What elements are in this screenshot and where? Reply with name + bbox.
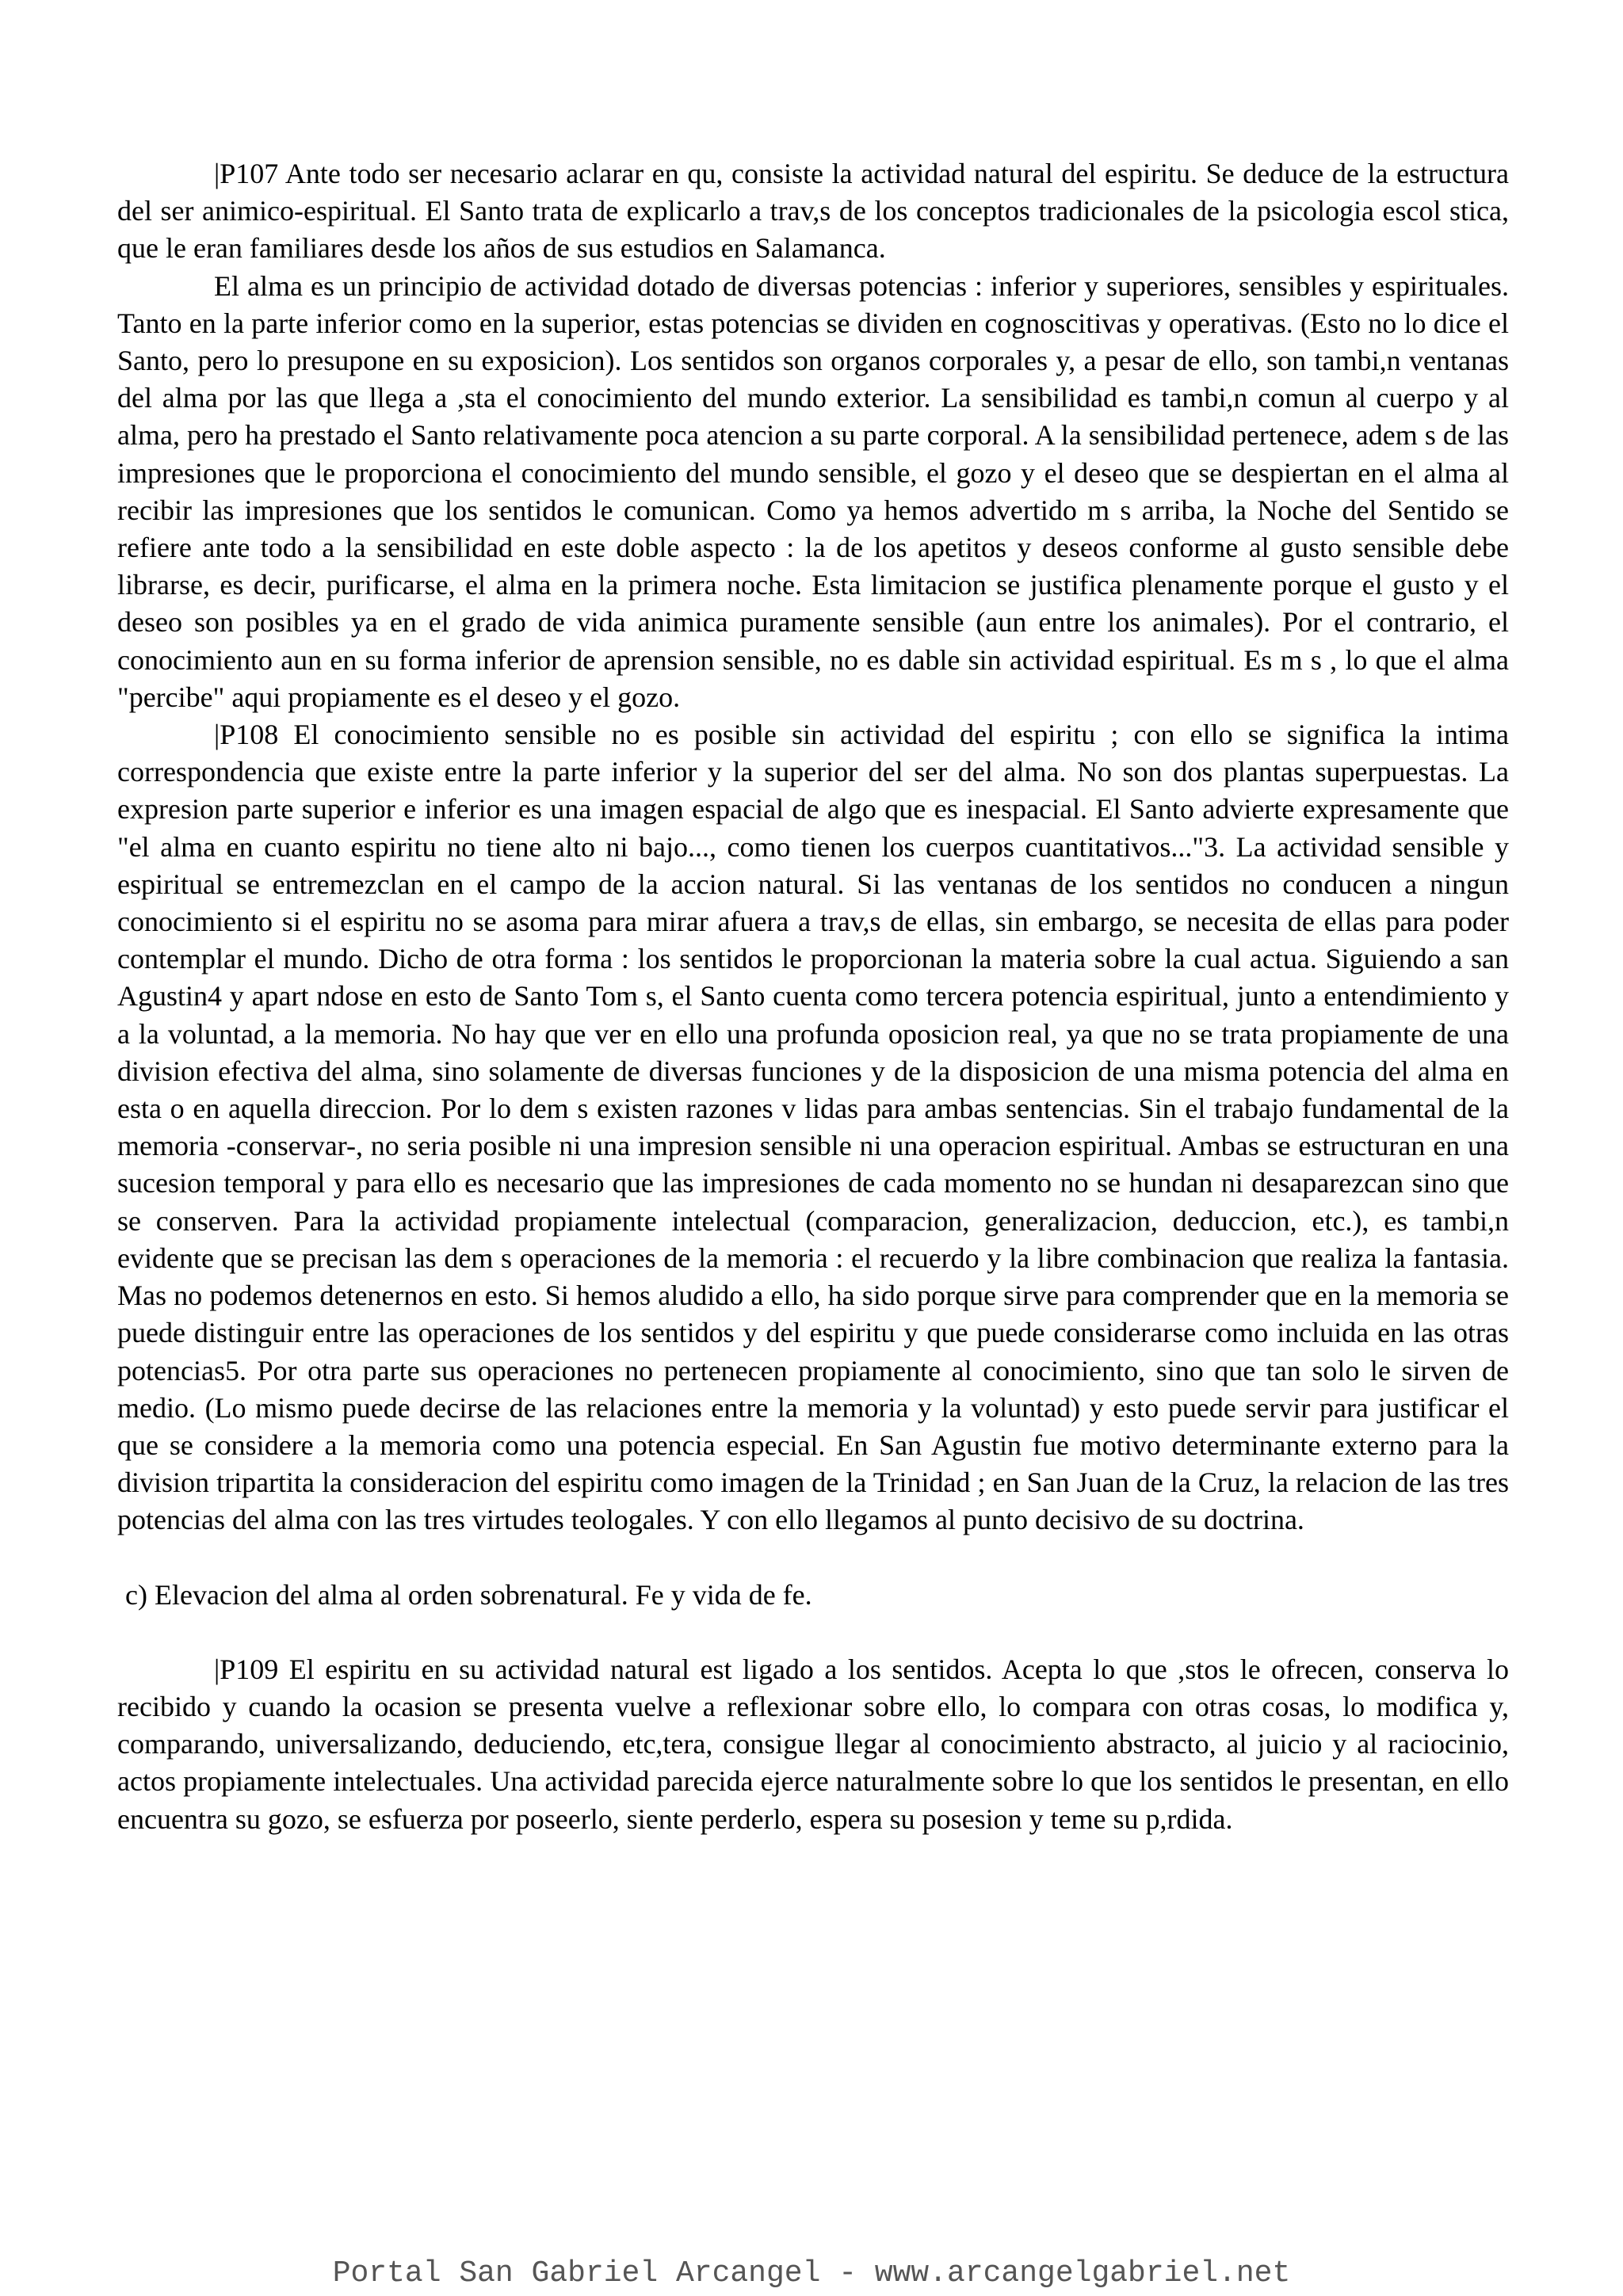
paragraph-alma-potencias: El alma es un principio de actividad dotado de diversas potencias : inferior y superiores, sensibles y espirituales. Tanto en la parte inferior como en la superior, estas potencias se dividen en cognoscitivas y operativas. (Esto no lo dice el Santo, pero lo presupone en su exposicion). Los sentidos son organos corporales y, a pesar de ello, son tambi,n ventanas del alma por las que llega a ,sta el conocimiento del mundo exterior. La sensibilidad es tambi,n comun al cuerpo y al alma, pero ha prestado el Santo relativamente poca atencion a su parte corporal. A la sensibilidad pertenece, adem s de las impresiones que le proporciona el conocimiento del mundo sensible, el gozo y el deseo que se despiertan en el alma al recibir las impresiones que los sentidos le comunican. Como ya hemos advertido m s arriba, la Noche del Sentido se refiere ante todo a la sensibilidad en este doble aspecto : la de los apetitos y deseos conforme al gusto sensible debe librarse, es decir, purificarse, el alma en la primera noche. Esta limitacion se justifica plenamente porque el gusto y el deseo son posibles ya en el grado de vida animica puramente sensible (aun entre los animales). Por el contrario, el conocimiento aun en su forma inferior de aprension sensible, no es dable sin actividad espiritual. Es m s , lo que el alma "percibe" aqui propiamente es el deseo y el gozo. xyxy=(117,269,1509,713)
section-heading: c) Elevacion del alma al orden sobrenatural. Fe y vida de fe. xyxy=(125,1578,812,1611)
paragraph-p108: |P108 El conocimiento sensible no es posible sin actividad del espiritu ; con ello se significa la intima correspondencia que existe entre la parte inferior y la superior del ser del alma. No son dos plantas superpuestas. La expresion parte superior e inferior es una imagen espacial de algo que es inespacial. El Santo advierte expresamente que "el alma en cuanto espiritu no tiene alto ni bajo..., como tienen los cuerpos cuantitativos..."3. La actividad sensible y espiritual se entremezclan en el campo de la accion natural. Si las ventanas de los sentidos no conducen a ningun conocimiento si el espiritu no se asoma para mirar afuera a trav,s de ellas, sin embargo, se necesita de ellas para poder contemplar el mundo. Dicho de otra forma : los sentidos le proporcionan la materia sobre la cual actua. Siguiendo a san Agustin4 y apart ndose en esto de Santo Tom s, el Santo cuenta como tercera potencia espiritual, junto a entendimiento y a la voluntad, a la memoria. No hay que ver en ello una profunda oposicion real, ya que no se trata propiamente de una division efectiva del alma, sino solamente de diversas funciones y de la disposicion de una misma potencia del alma en esta o en aquella direccion. Por lo dem s existen razones v lidas para ambas sentencias. Sin el trabajo fundamental de la memoria -conservar-, no seria posible ni una impresion sensible ni una operacion espiritual. Ambas se estructuran en una sucesion temporal y para ello es necesario que las impresiones de cada momento no se hundan ni desaparezcan sino que se conserven. Para la actividad propiamente intelectual (comparacion, generalizacion, deduccion, etc.), es tambi,n evidente que se precisan las dem s operaciones de la memoria : el recuerdo y la libre combinacion que realiza la fantasia. Mas no podemos detenernos en esto. Si hemos aludido a ello, ha sido porque sirve para comprender que en la memoria se puede distinguir entre las operaciones de los sentidos y del espiritu y que puede considerarse como incluida en las otras potencias5. Por otra parte sus operaciones no pertenecen propiamente al conocimiento, sino que tan solo le sirven de medio. (Lo mismo puede decirse de las relaciones entre la memoria y la voluntad) y esto puede servir para justificar el que se considere a la memoria como una potencia especial. En San Agustin fue motivo determinante externo para la division tripartita la consideracion del espiritu como imagen de la Trinidad ; en San Juan de la Cruz, la relacion de las tres potencias del alma con las tres virtudes teologales. Y con ello llegamos al punto decisivo de su doctrina. xyxy=(117,719,1509,1536)
page-footer: Portal San Gabriel Arcangel - www.arcangelgabriel.net xyxy=(332,2256,1291,2290)
document-body xyxy=(117,155,1509,1838)
paragraph-p107: |P107 Ante todo ser necesario aclarar en qu, consiste la actividad natural del espiritu. Se deduce de la estructura del ser animico-espiritual. El Santo trata de explicarlo a trav,s de los conceptos tradicionales de la psicologia escol stica, que le eran familiares desde los años de sus estudios en Salamanca. xyxy=(117,158,1509,265)
paragraph-p109: |P109 El espiritu en su actividad natural est ligado a los sentidos. Acepta lo que ,stos le ofrecen, conserva lo recibido y cuando la ocasion se presenta vuelve a reflexionar sobre ello, lo compara con otras cosas, lo modifica y, comparando, universalizando, deduciendo, etc,tera, consigue llegar al conocimiento abstracto, al juicio y al raciocinio, actos propiamente intelectuales. Una actividad parecida ejerce naturalmente sobre lo que los sentidos le presentan, en ello encuentra su gozo, se esfuerza por poseerlo, siente perderlo, espera su posesion y teme su p,rdida. xyxy=(117,1653,1509,1835)
